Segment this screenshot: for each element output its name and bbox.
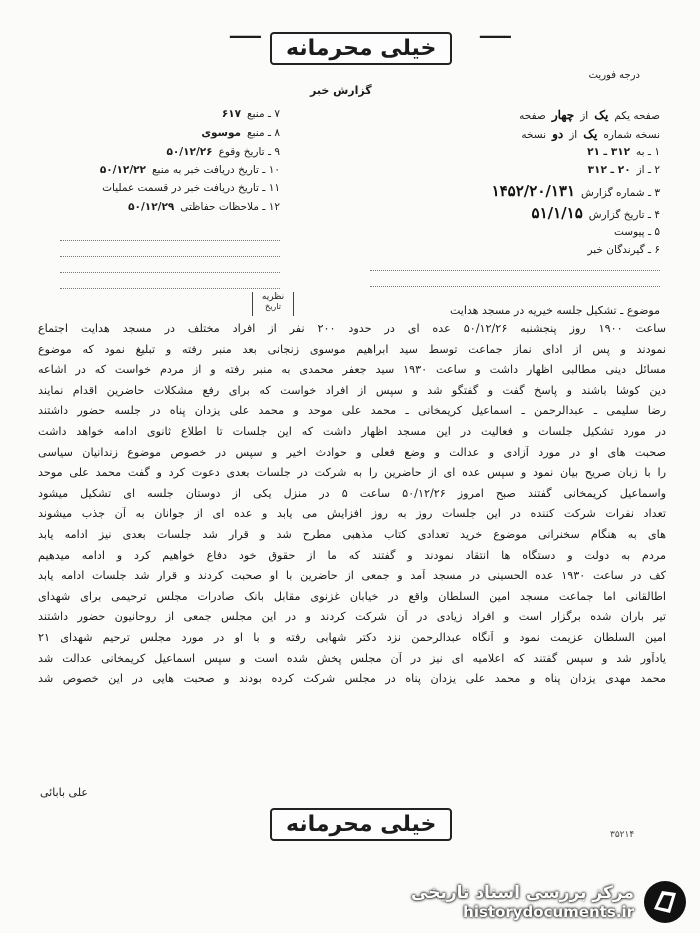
field-report-number: ۳ ـ شماره گزارش ۱۴۵۲/۲۰/۱۳۱ bbox=[491, 182, 660, 200]
body-line: اطالقانی اما جماعت مسجد امین السلطان واقع در خیابان غزنوی مقابل بانک صادرات مجلس ترحیمی برای شهدای bbox=[38, 589, 666, 603]
left-blank-line-1 bbox=[60, 240, 280, 241]
field-from: ۲ ـ از ۲۰ ـ ۳۱۲ bbox=[587, 164, 660, 176]
body-line: رضا سلیمی ـ عبدالرحمن ـ اسماعیل کریمخانی ـ محمد علی موحد و محمد علی یزدان پناه در جلسه حضور داشتند bbox=[38, 404, 666, 418]
top-mark-right: ـــــ bbox=[480, 22, 511, 43]
body-line: را با زبان صریح بیان نمود و سپس عده ای از حاضرین را به شرکت در جلسات بعدی دعوت کرد و گفت محمد علی موحد bbox=[38, 466, 666, 480]
bottom-signer: علی بابائی bbox=[40, 786, 88, 799]
field-occurrence-date: ۹ ـ تاریخ وقوع ۵۰/۱۲/۲۶ bbox=[166, 146, 280, 158]
opinion-label: نظریه bbox=[261, 292, 285, 302]
body-line: ساعت ۱۹۰۰ روز پنجشنبه ۵۰/۱۲/۲۶ عده ای در حدود ۲۰۰ نفر از افراد مختلف در مسجد هدایت اجتماع bbox=[38, 322, 666, 335]
body-line: امین السلطان عزیمت نمود و آنگاه عبدالرحمن نزد دکتر شهابی رفته و با او در مورد مجلس ترحیم شهدای ۲۱ bbox=[38, 631, 666, 644]
body-line: مسائل دینی مطالبی اظهار داشت و ساعت ۱۹۳۰ سید جعفر محمدی به منبر رفته و از مردم خواست که در اشاعه bbox=[38, 363, 666, 377]
body-line: واسماعیل کریمخانی گفتند صبح امروز ۵۰/۱۲/۲۶ ساعت ۵ در منزل یکی از دوستان جلسه ای تشکیل میشود bbox=[38, 486, 666, 500]
body-line: تعداد نفرات شرکت کننده در این جلسات روز به روز افزایش می یابد و عده ای از جوانان به آن جذب میشوند bbox=[38, 507, 666, 521]
watermark-title: مرکز بررسی اسناد تاریخی bbox=[411, 883, 634, 903]
top-mark-left: ـــــ bbox=[230, 22, 261, 43]
opinion-box bbox=[252, 292, 294, 316]
confidential-stamp-top: خیلی محرمانه bbox=[270, 32, 452, 65]
left-blank-line-4 bbox=[60, 288, 280, 289]
recipients-line-2 bbox=[370, 286, 660, 287]
body-line: مردم به دولت و دستگاه ها انتقاد نمودند و گفتند که ما از حقوق خود دفاع خواهیم کرد و ادامه میدهیم bbox=[38, 548, 666, 562]
page-number: ۳۵۲۱۴ bbox=[610, 830, 635, 840]
body-line: کف در ساعت ۱۹۳۰ عده الحسینی در مسجد آمد و جمعی از حاضرین با او صحبت کردند و قرار شد جلسات ادامه یابد bbox=[38, 569, 666, 583]
field-to: ۱ ـ به ۳۱۲ ـ ۲۱ bbox=[587, 146, 660, 158]
body-line: صحبت های او در مورد آزادی و عدالت و وضع فعلی و حوادث اخیر و سپس در خصوص موضوع زندانیان سیاسی bbox=[38, 445, 666, 459]
body-line: محمد مهدی یزدان پناه و محمد علی یزدان پناه در مجلس شرکت کرده بودند و صحبت هایی در این خصوص شد bbox=[38, 672, 666, 686]
field-received-by-source: ۱۰ ـ تاریخ دریافت خبر به منبع ۵۰/۱۲/۲۲ bbox=[99, 164, 280, 176]
urgency-label: درجه فوریت bbox=[588, 70, 640, 81]
opinion-date-label: تاریخ bbox=[265, 302, 281, 311]
field-source-2: ۸ ـ منبع موسوی bbox=[201, 127, 280, 139]
field-received-by-operations: ۱۱ ـ تاریخ دریافت خبر در قسمت عملیات bbox=[102, 182, 280, 194]
body-line: نمودند و پس از ادای نماز جماعت توسط سید ابراهیم موسوی زنجانی بعد منبر رفته و تبلیغ نمود که موضوع bbox=[38, 342, 666, 356]
body-line: های به هنگام سخنرانی موضوع خرید تعدادی کتاب مذهبی مطرح شد و قرار شد جلسات بعدی نیز ادامه یابد bbox=[38, 528, 666, 541]
confidential-stamp-bottom: خیلی محرمانه bbox=[270, 808, 452, 841]
report-title: گزارش خبر bbox=[310, 84, 372, 97]
field-source: ۷ ـ منبع ۶۱۷ bbox=[221, 108, 280, 120]
body-line: دین کوشا باشند و پاسخ گفت و گفتگو شد و سپس از افراد خواست که برای رفع مشکلات حاضرین اقدام نمایند bbox=[38, 383, 666, 397]
body-line: یادآور شد و سپس گفتند که اعلامیه ای نیز در آن مجلس پخش شده است و سپس اسماعیل کریمخانی عدالت شد bbox=[38, 651, 666, 665]
field-copy: نسخه شماره یک از دو نسخه bbox=[521, 127, 660, 141]
archive-logo-icon bbox=[642, 879, 688, 925]
body-line: تیر باران شده برگزار است و افراد زیادی در آن شرکت کردند و در این مجلس جمعی از روحانیون حضور داشتند bbox=[38, 610, 666, 624]
recipients-line-1 bbox=[370, 270, 660, 271]
field-protection-notes: ۱۲ ـ ملاحظات حفاظتی ۵۰/۱۲/۲۹ bbox=[128, 201, 280, 213]
left-blank-line-3 bbox=[60, 272, 280, 273]
watermark-url: historydocuments.ir bbox=[463, 903, 634, 921]
field-attachment: ۵ ـ پیوست bbox=[613, 226, 660, 238]
subject-line: موضوع ـ تشکیل جلسه خیریه در مسجد هدایت bbox=[449, 304, 660, 317]
watermark-logo bbox=[411, 879, 688, 925]
left-blank-line-2 bbox=[60, 256, 280, 257]
field-recipients: ۶ ـ گیرندگان خبر bbox=[587, 244, 660, 256]
field-report-date: ۴ ـ تاریخ گزارش ۵۱/۱/۱۵ bbox=[531, 204, 660, 222]
field-page: صفحه یکم یک از چهار صفحه bbox=[519, 108, 660, 122]
body-line: در مورد تشکیل جلسات و فعالیت در این مسجد اظهار داشت که این جلسات تا اطلاع ثانوی ادامه خواهد داشت bbox=[38, 425, 666, 438]
